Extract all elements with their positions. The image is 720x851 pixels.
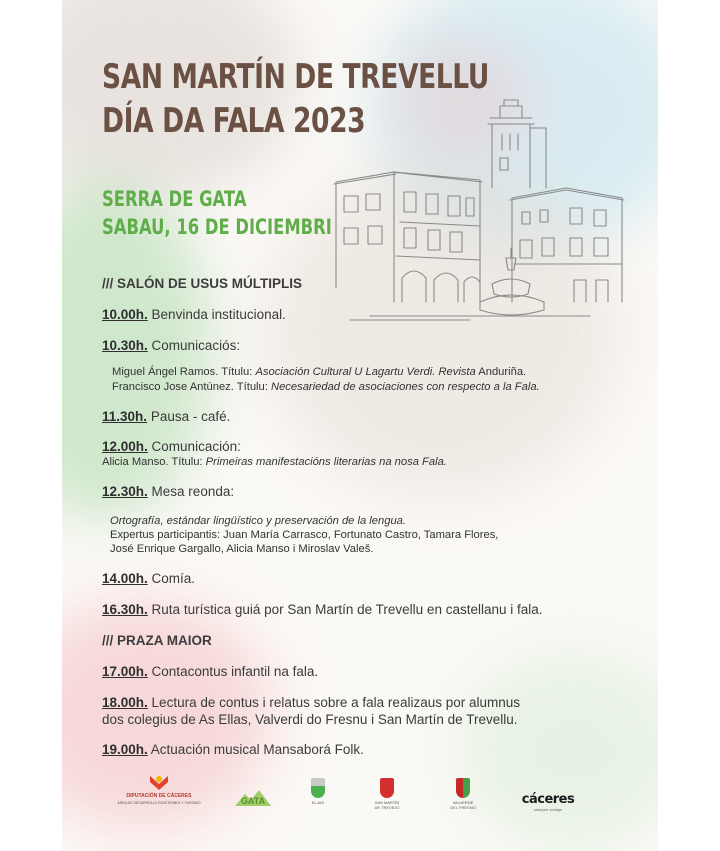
section-heading: /// SALÓN DE USUS MÚLTIPLIS [102,276,303,291]
program-item [102,307,286,322]
diputacion-name: DIPUTACIÓN DE CÁCERES [126,793,192,799]
caceres-wordmark: cáceres [521,792,575,807]
event-time: 16.30h. [102,602,148,617]
detail-text: Anduriña. [475,366,527,378]
section-heading: /// PRAZA MAIOR [102,633,212,648]
detail-text: Alicia Manso. Títulu: [102,456,206,468]
event-text: Ruta turística guiá por San Martín de Trevellu en castellanu i fala. [151,602,543,617]
subtitle-line-1: SERRA DE GATA [102,187,247,211]
program-item [102,695,520,710]
event-time: 11.30h. [102,409,148,424]
event-detail [112,366,526,378]
event-text: Comunicaciós: [151,338,241,353]
program-item [102,664,318,679]
event-time: 12.30h. [102,484,148,499]
valverde-caption: VALVERDE [452,800,474,805]
san-martin-caption: SAN MARTÍN [374,800,400,805]
event-text: Mesa reonda: [151,484,235,499]
event-text: Comía. [151,571,196,586]
program-item [102,338,240,353]
valverde-shield-icon [456,778,470,798]
caceres-brand-logo [508,792,588,812]
event-detail: Ortografía, estándar lingüístico y preservación de la lengua. [110,515,407,527]
event-text: Lectura de contus i relatus sobre a fala realizaus por alumnus [151,695,521,710]
event-detail: José Enrique Gargallo, Alicia Manso i Miroslav Valeš. [110,543,374,555]
serra-de-gata-logo [232,788,274,806]
eljas-caption: ELJAS [311,800,325,805]
event-poster [62,0,658,851]
poster-subtitle [102,185,332,241]
diputacion-emblem-icon [148,774,170,792]
event-time: 19.00h. [102,742,148,757]
detail-text: Francisco Jose Antúnez. Títulu: [112,381,271,393]
detail-italic: Primeiras manifestacións literarias na nosa Fala. [205,456,447,468]
detail-italic: Necesariedad de asociaciones con respecto a la Fala. [270,381,540,393]
diputacion-caceres-logo [114,774,204,806]
valverde-shield-logo [446,778,480,810]
event-detail [102,456,447,468]
event-detail [112,381,540,393]
subtitle-line-2: SABAU, 16 DE DICIEMBRI [102,215,332,239]
event-text: Comunicación: [151,439,241,454]
eljas-shield-icon [311,778,325,798]
program-item [102,571,195,586]
program-item [102,742,364,757]
event-time: 10.00h. [102,307,148,322]
valverde-caption: DEL FRESNO [450,805,476,810]
event-text: Contacontus infantil na fala. [151,664,319,679]
event-time: 12.00h. [102,439,148,454]
program-item [102,409,230,424]
title-line-1: SAN MARTÍN DE TREVELLU [102,57,490,97]
title-line-2: DÍA DA FALA 2023 [102,101,366,141]
program-item [102,602,543,617]
event-text-continued: dos colegius de As Ellas, Valverdi do Fresnu i San Martín de Trevellu. [102,712,518,727]
sponsor-logos [62,770,658,830]
event-time: 17.00h. [102,664,148,679]
event-time: 18.00h. [102,695,148,710]
program-item [102,439,241,454]
town-square-sketch-illustration [330,88,626,324]
diputacion-area: ÁREA DE DESARROLLO SOSTENIBLE Y TURISMO [117,801,201,805]
event-text: Actuación musical Mansaborá Folk. [150,742,364,757]
san-martin-caption: DE TREVEJO [374,805,400,810]
gata-text: GATA [240,796,266,806]
event-text: Pausa - café. [150,409,231,424]
eljas-shield-logo [306,778,330,805]
event-time: 10.30h. [102,338,148,353]
event-detail: Expertus participantis: Juan María Carrasco, Fortunato Castro, Tamara Flores, [110,529,499,541]
detail-text: Miguel Ángel Ramos. Títulu: [112,366,256,378]
san-martin-shield-logo [370,778,404,810]
program-item [102,484,234,499]
caceres-tagline: siempre contigo [533,807,563,812]
event-text: Benvinda institucional. [151,307,286,322]
event-time: 14.00h. [102,571,148,586]
san-martin-shield-icon [380,778,394,798]
detail-italic: Asociación Cultural U Lagartu Verdi. Revista [255,366,476,378]
